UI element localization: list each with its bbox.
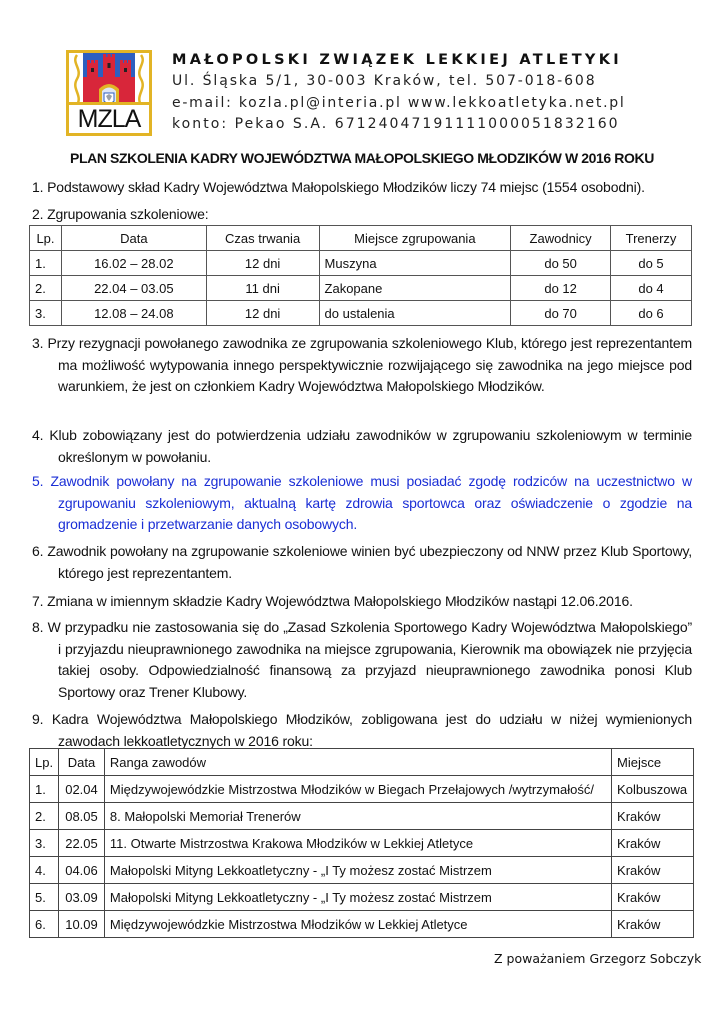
table-cell: 22.05 bbox=[59, 830, 105, 857]
header-cell: Lp. bbox=[30, 226, 62, 251]
table-cell: 12 dni bbox=[206, 251, 319, 276]
logo-text: MZLA bbox=[69, 102, 149, 133]
table-row bbox=[30, 803, 694, 830]
table-cell: 2. bbox=[30, 276, 62, 301]
table-cell: Kolbuszowa bbox=[612, 776, 694, 803]
table-cell: do 6 bbox=[611, 301, 692, 326]
org-account: konto: Pekao S.A. 67124047191111000051832160 bbox=[172, 116, 620, 132]
table-cell: 11. Otwarte Mistrzostwa Krakowa Młodzików w Lekkiej Atletyce bbox=[104, 830, 611, 857]
table-cell: 1. bbox=[30, 776, 59, 803]
header-cell: Miejsce bbox=[612, 749, 694, 776]
table-cell: Międzywojewódzkie Mistrzostwa Młodzików w Biegach Przełajowych /wytrzymałość/ bbox=[104, 776, 611, 803]
paragraph-1: 1. Podstawowy skład Kadry Województwa Małopolskiego Młodzików liczy 74 miejsc (1554 osobodni). bbox=[32, 179, 645, 195]
paragraph-4: 4. Klub zobowiązany jest do potwierdzenia udziału zawodników w zgrupowaniu szkoleniowym w terminie określonym w powołaniu. bbox=[32, 427, 692, 465]
org-contact: e-mail: kozla.pl@interia.pl www.lekkoatletyka.net.pl bbox=[172, 95, 626, 111]
table-cell: 02.04 bbox=[59, 776, 105, 803]
table-cell: Małopolski Mityng Lekkoatletyczny - „I Ty możesz zostać Mistrzem bbox=[104, 884, 611, 911]
table-row bbox=[30, 857, 694, 884]
table-cell: do 50 bbox=[511, 251, 611, 276]
table-cell: Międzywojewódzkie Mistrzostwa Młodzików w Lekkiej Atletyce bbox=[104, 911, 611, 938]
table-cell: 2. bbox=[30, 803, 59, 830]
table-cell: Kraków bbox=[612, 857, 694, 884]
table-cell: Muszyna bbox=[319, 251, 511, 276]
paragraph-8: 8. W przypadku nie zastosowania się do „Zasad Szkolenia Sportowego Kadry Województwa Małopolskiego” i przyjazdu nieuprawnionego zawodnika na miejsce zgrupowania, Kierownik ma obowiązek nie przyjęcia takiej osoby. Odpowiedzialność finansową za przyjazd nieuprawnionego zawodnika ponosi Klub Sportowy oraz Trener Klubowy. bbox=[32, 619, 692, 700]
table-row bbox=[30, 776, 694, 803]
mzla-logo bbox=[66, 50, 152, 136]
header-cell: Lp. bbox=[30, 749, 59, 776]
table-cell: Zakopane bbox=[319, 276, 511, 301]
header-cell: Zawodnicy bbox=[511, 226, 611, 251]
table-row bbox=[30, 251, 692, 276]
table-cell: Kraków bbox=[612, 830, 694, 857]
org-name: MAŁOPOLSKI ZWIĄZEK LEKKIEJ ATLETYKI bbox=[172, 52, 622, 68]
camps-table bbox=[29, 225, 692, 326]
table-cell: 6. bbox=[30, 911, 59, 938]
header-cell: Ranga zawodów bbox=[104, 749, 611, 776]
table-cell: 10.09 bbox=[59, 911, 105, 938]
table-row bbox=[30, 911, 694, 938]
table-cell: 08.05 bbox=[59, 803, 105, 830]
table-row bbox=[30, 830, 694, 857]
competitions-table-header bbox=[30, 749, 694, 776]
table-cell: Kraków bbox=[612, 911, 694, 938]
table-row bbox=[30, 301, 692, 326]
paragraph-7: 7. Zmiana w imiennym składzie Kadry Województwa Małopolskiego Młodzików nastąpi 12.06.2016. bbox=[32, 593, 633, 609]
table-cell: Kraków bbox=[612, 884, 694, 911]
table-cell: do 4 bbox=[611, 276, 692, 301]
header-cell: Data bbox=[59, 749, 105, 776]
paragraph-3: 3. Przy rezygnacji powołanego zawodnika ze zgrupowania szkoleniowego Klub, którego jest reprezentantem ma możliwość wytypowania innego perspektywicznie rozwijającego się zawodnika na jego miejsce pod warunkiem, że jest on członkiem Kadry Województwa Małopolskiego Młodzików. bbox=[32, 335, 692, 394]
competitions-table bbox=[29, 748, 694, 938]
table-cell: 11 dni bbox=[206, 276, 319, 301]
castle-crest-icon bbox=[83, 53, 135, 107]
table-cell: 4. bbox=[30, 857, 59, 884]
table-cell: Kraków bbox=[612, 803, 694, 830]
ornament-right-icon bbox=[133, 53, 149, 107]
paragraph-6: 6. Zawodnik powołany na zgrupowanie szkoleniowe winien być ubezpieczony od NNW przez Klub Sportowy, którego jest reprezentantem. bbox=[32, 543, 692, 581]
org-address: Ul. Śląska 5/1, 30-003 Kraków, tel. 507-018-608 bbox=[172, 73, 597, 89]
paragraph-9: 9. Kadra Województwa Małopolskiego Młodzików, zobligowana jest do udziału w niżej wymienionych zawodach lekkoatletycznych w 2016 roku: bbox=[32, 711, 692, 749]
table-cell: 3. bbox=[30, 830, 59, 857]
header-cell: Miejsce zgrupowania bbox=[319, 226, 511, 251]
table-cell: 04.06 bbox=[59, 857, 105, 884]
table-cell: do ustalenia bbox=[319, 301, 511, 326]
table-row bbox=[30, 276, 692, 301]
table-row bbox=[30, 884, 694, 911]
table-cell: 3. bbox=[30, 301, 62, 326]
table-cell: 8. Małopolski Memoriał Trenerów bbox=[104, 803, 611, 830]
camps-table-header bbox=[30, 226, 692, 251]
paragraph-5: 5. Zawodnik powołany na zgrupowanie szkoleniowe musi posiadać zgodę rodziców na uczestnictwo w zgrupowaniu szkoleniowym, aktualną kartę zdrowia sportowca oraz oświadczenie o zgodzie na gromadzenie i przetwarzanie danych osobowych. bbox=[32, 473, 692, 532]
header-cell: Czas trwania bbox=[206, 226, 319, 251]
table-cell: 03.09 bbox=[59, 884, 105, 911]
table-cell: Małopolski Mityng Lekkoatletyczny - „I Ty możesz zostać Mistrzem bbox=[104, 857, 611, 884]
paragraph-2: 2. Zgrupowania szkoleniowe: bbox=[32, 206, 209, 222]
header-cell: Trenerzy bbox=[611, 226, 692, 251]
table-cell: 22.04 – 03.05 bbox=[61, 276, 206, 301]
table-cell: do 5 bbox=[611, 251, 692, 276]
table-cell: 1. bbox=[30, 251, 62, 276]
table-cell: 12 dni bbox=[206, 301, 319, 326]
table-cell: do 70 bbox=[511, 301, 611, 326]
document-title: PLAN SZKOLENIA KADRY WOJEWÓDZTWA MAŁOPOLSKIEGO MŁODZIKÓW W 2016 ROKU bbox=[70, 150, 654, 166]
table-cell: 16.02 – 28.02 bbox=[61, 251, 206, 276]
table-cell: 12.08 – 24.08 bbox=[61, 301, 206, 326]
signature: Z poważaniem Grzegorz Sobczyk bbox=[494, 951, 702, 966]
table-cell: 5. bbox=[30, 884, 59, 911]
header-cell: Data bbox=[61, 226, 206, 251]
table-cell: do 12 bbox=[511, 276, 611, 301]
